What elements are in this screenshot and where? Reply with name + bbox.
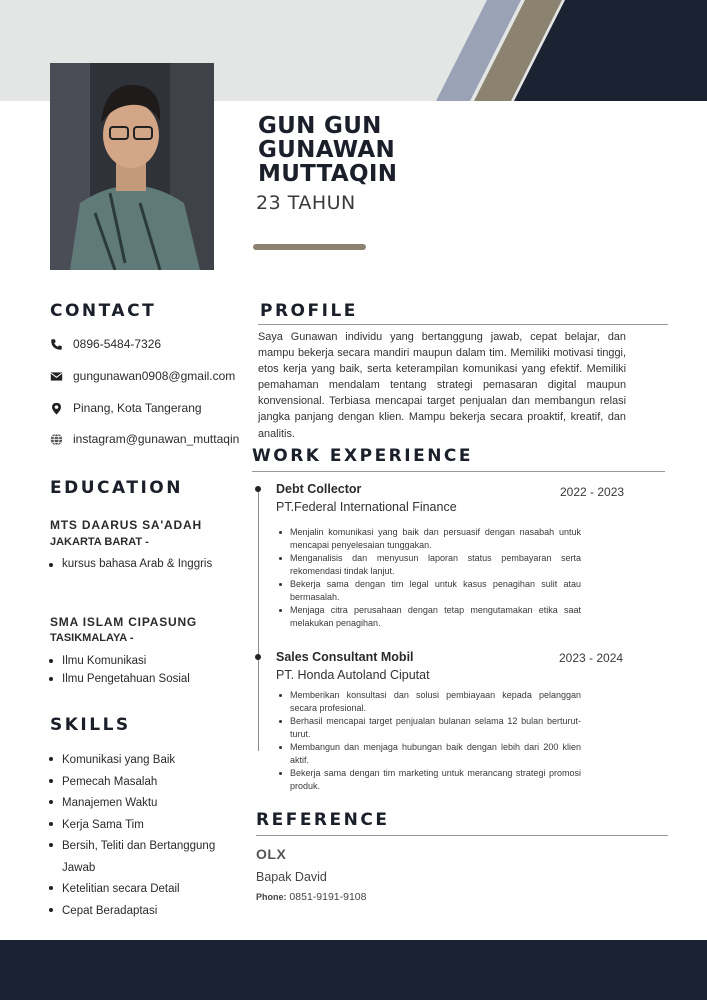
school-subjects-list bbox=[46, 652, 190, 688]
school-name: SMA ISLAM CIPASUNG bbox=[50, 615, 198, 629]
list-item: Bersih, Teliti dan Bertanggung Jawab bbox=[46, 836, 236, 879]
list-item: Ketelitian secara Detail bbox=[46, 879, 236, 901]
reference-phone bbox=[256, 891, 367, 903]
name-line-3: MUTTAQIN bbox=[258, 161, 398, 187]
list-item: Cepat Beradaptasi bbox=[46, 901, 236, 923]
accent-bar bbox=[253, 244, 366, 250]
contact-instagram-text: instagram@gunawan_muttaqin bbox=[73, 432, 240, 446]
mail-icon bbox=[50, 370, 63, 383]
location-pin-icon bbox=[50, 402, 63, 415]
reference-phone-number: 0851-9191-9108 bbox=[289, 891, 367, 903]
work-experience-title: WORK EXPERIENCE bbox=[252, 446, 474, 466]
list-item: Komunikasi yang Baik bbox=[46, 750, 236, 772]
school-name: MTS DAARUS SA'ADAH bbox=[50, 518, 202, 532]
job-date: 2023 - 2024 bbox=[559, 651, 624, 665]
list-item: Pemecah Masalah bbox=[46, 772, 236, 794]
school-location: TASIKMALAYA - bbox=[50, 632, 134, 644]
list-item: kursus bahasa Arab & Inggris bbox=[46, 556, 212, 573]
profile-photo bbox=[50, 63, 214, 270]
contact-email bbox=[50, 369, 235, 383]
reference-person: Bapak David bbox=[256, 870, 327, 884]
reference-divider bbox=[256, 835, 668, 836]
school-subjects-list bbox=[46, 556, 212, 573]
name-line-2: GUNAWAN bbox=[258, 137, 396, 163]
job-duties-list bbox=[276, 526, 581, 630]
list-item: Berhasil mencapai target penjualan bulanan selama 12 bulan berturut-turut. bbox=[276, 715, 581, 741]
reference-company: OLX bbox=[256, 846, 287, 862]
skills-list bbox=[46, 750, 236, 922]
job-title: Debt Collector bbox=[276, 482, 362, 496]
contact-phone bbox=[50, 337, 161, 351]
contact-location bbox=[50, 401, 202, 415]
profile-summary: Saya Gunawan individu yang bertanggung jawab, cepat belajar, dan mampu bekerja secara mandiri maupun dalam tim. Memiliki motivasi tinggi, etos kerja yang baik, serta keterampilan komunikasi yang efektif. Memiliki pemahaman mendalam tentang strategi pemasaran digital maupun konvensional. Terbiasa mencapai target penjualan dan membangun relasi jangka panjang dengan klien. Mampu bekerja secara proaktif, kreatif, dan analitis. bbox=[258, 331, 626, 440]
list-item: Membangun dan menjaga hubungan baik dengan lebih dari 200 klien aktif. bbox=[276, 741, 581, 767]
job-duties-list bbox=[276, 689, 581, 793]
contact-title: CONTACT bbox=[50, 301, 157, 321]
list-item: Ilmu Komunikasi bbox=[46, 652, 190, 670]
profile-title: PROFILE bbox=[260, 301, 358, 321]
list-item: Menjalin komunikasi yang baik dan persuasif dengan nasabah untuk mencapai penyelesaian tunggakan. bbox=[276, 526, 581, 552]
profile-divider bbox=[258, 324, 668, 325]
reference-title: REFERENCE bbox=[256, 810, 390, 830]
education-title: EDUCATION bbox=[50, 478, 183, 498]
timeline-dot bbox=[255, 654, 261, 660]
list-item: Ilmu Pengetahuan Sosial bbox=[46, 670, 190, 688]
name-line-1: GUN GUN bbox=[258, 113, 382, 139]
list-item: Manajemen Waktu bbox=[46, 793, 236, 815]
job-title: Sales Consultant Mobil bbox=[276, 650, 414, 664]
skills-title: SKILLS bbox=[50, 715, 131, 735]
contact-phone-text: 0896-5484-7326 bbox=[73, 337, 162, 351]
contact-instagram bbox=[50, 432, 239, 446]
job-company: PT. Honda Autoland Ciputat bbox=[276, 668, 430, 682]
list-item: Bekerja sama dengan tim legal untuk kasus penagihan sulit atau bermasalah. bbox=[276, 578, 581, 604]
job-date: 2022 - 2023 bbox=[560, 485, 625, 499]
list-item: Memberikan konsultasi dan solusi pembiayaan kepada pelanggan secara profesional. bbox=[276, 689, 581, 715]
full-name bbox=[258, 114, 558, 186]
contact-email-text: gungunawan0908@gmail.com bbox=[73, 369, 236, 383]
list-item: Bekerja sama dengan tim marketing untuk merancang strategi promosi produk. bbox=[276, 767, 581, 793]
list-item: Kerja Sama Tim bbox=[46, 815, 236, 837]
timeline-dot bbox=[255, 486, 261, 492]
school-location: JAKARTA BARAT - bbox=[50, 536, 149, 548]
contact-location-text: Pinang, Kota Tangerang bbox=[73, 401, 202, 415]
list-item: Menjaga citra perusahaan dengan tetap mengutamakan etika saat melakukan penagihan. bbox=[276, 604, 581, 630]
timeline-line bbox=[258, 489, 259, 751]
list-item: Menganalisis dan menyusun laporan status pembayaran serta rekomendasi tindak lanjut. bbox=[276, 552, 581, 578]
job-company: PT.Federal International Finance bbox=[276, 500, 457, 514]
work-divider bbox=[252, 471, 665, 472]
phone-icon bbox=[50, 338, 63, 351]
globe-icon bbox=[50, 433, 63, 446]
age-label: 23 TAHUN bbox=[256, 192, 356, 214]
reference-phone-label: Phone: bbox=[256, 892, 287, 902]
footer-band bbox=[0, 940, 707, 1000]
